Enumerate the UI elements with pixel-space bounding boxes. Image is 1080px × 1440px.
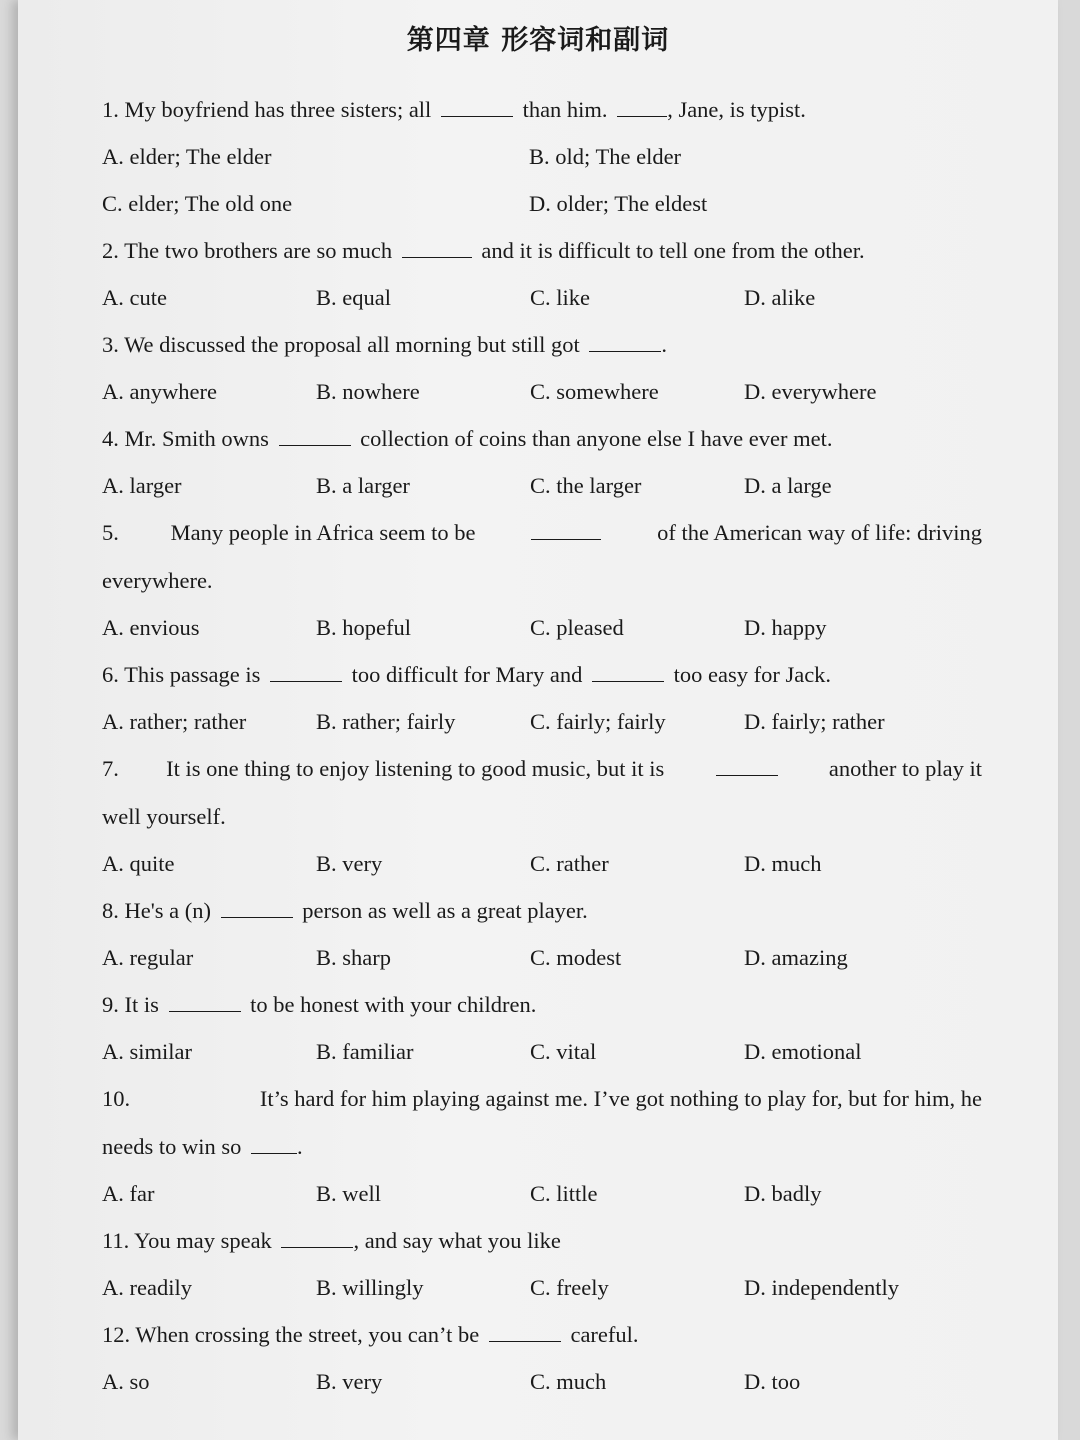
stem-text: It is	[124, 992, 159, 1017]
stem-text: another to play it	[828, 756, 982, 781]
question-11	[102, 1227, 982, 1302]
question-stem	[102, 237, 982, 265]
stem-text: careful.	[570, 1322, 639, 1347]
question-6	[102, 661, 982, 736]
stem-text: than him.	[522, 97, 608, 122]
stem-text: of the American way of life: driving	[657, 520, 982, 545]
question-stem	[102, 897, 982, 925]
option-c[interactable]: C. vital	[530, 1039, 597, 1064]
option-c[interactable]: C. the larger	[530, 473, 642, 498]
question-number: 4.	[102, 426, 119, 451]
option-a[interactable]: A. readily	[102, 1275, 192, 1300]
option-d[interactable]: D. independently	[744, 1275, 899, 1300]
option-c[interactable]: C. freely	[530, 1275, 609, 1300]
options	[102, 1368, 982, 1396]
stem-text: You may speak	[134, 1228, 272, 1253]
option-c[interactable]: C. modest	[530, 945, 622, 970]
question-3	[102, 331, 982, 406]
answer-blank	[441, 96, 513, 117]
question-number: 12.	[102, 1322, 131, 1347]
answer-blank	[270, 661, 342, 682]
stem-text: He's a (n)	[124, 898, 212, 923]
option-d[interactable]: D. badly	[744, 1181, 822, 1206]
question-number: 11.	[102, 1228, 130, 1253]
question-number: 2.	[102, 238, 119, 263]
stem-continuation	[102, 1133, 982, 1161]
question-number: 1.	[102, 97, 119, 122]
stem-text: We discussed the proposal all morning but still got	[124, 332, 580, 357]
options	[102, 708, 982, 736]
answer-blank	[279, 425, 351, 446]
stem-text: Many people in Africa seem to be	[170, 520, 476, 545]
answer-blank	[531, 519, 601, 540]
options	[102, 143, 982, 218]
option-d[interactable]: D. emotional	[744, 1039, 862, 1064]
question-7	[102, 755, 982, 878]
options	[102, 284, 982, 312]
options	[102, 378, 982, 406]
question-number: 5.	[102, 520, 119, 545]
answer-blank	[281, 1227, 353, 1248]
stem-continuation: well yourself.	[102, 804, 226, 829]
question-stem	[102, 425, 982, 453]
question-stem	[102, 331, 982, 359]
answer-blank	[221, 897, 293, 918]
option-b[interactable]: B. equal	[316, 285, 391, 310]
option-b[interactable]: B. well	[316, 1181, 381, 1206]
stem-text: .	[661, 332, 667, 357]
question-number: 8.	[102, 898, 119, 923]
option-d[interactable]: D. amazing	[744, 945, 848, 970]
chapter-title: 第四章 形容词和副词	[406, 25, 670, 56]
stem-text: .	[297, 1134, 303, 1159]
answer-blank	[716, 755, 778, 776]
stem-text: person as well as a great player.	[302, 898, 588, 923]
option-b[interactable]: B. nowhere	[316, 379, 420, 404]
option-c[interactable]: C. like	[530, 285, 590, 310]
question-list	[102, 96, 982, 1415]
option-c[interactable]: C. pleased	[530, 615, 624, 640]
option-b[interactable]: B. sharp	[316, 945, 391, 970]
stem-text: Mr. Smith owns	[124, 426, 269, 451]
question-number: 9.	[102, 992, 119, 1017]
options	[102, 944, 982, 972]
stem-continuation: everywhere.	[102, 568, 213, 593]
answer-blank	[251, 1133, 297, 1154]
option-a[interactable]: A. larger	[102, 473, 182, 498]
stem-text: It is one thing to enjoy listening to good music, but it is	[166, 756, 665, 781]
options	[102, 1038, 982, 1066]
option-c[interactable]: C. little	[530, 1181, 598, 1206]
option-b[interactable]: B. very	[316, 1369, 383, 1394]
question-stem	[102, 1321, 982, 1349]
option-d[interactable]: D. everywhere	[744, 379, 877, 404]
answer-blank	[169, 991, 241, 1012]
option-b[interactable]: B. rather; fairly	[316, 709, 456, 734]
option-a[interactable]: A. regular	[102, 945, 194, 970]
stem-text: and it is difficult to tell one from the other.	[481, 238, 865, 263]
question-stem	[102, 96, 982, 124]
question-10	[102, 1085, 982, 1208]
question-5	[102, 519, 982, 642]
options	[102, 1180, 982, 1208]
option-a[interactable]: A. rather; rather	[102, 709, 247, 734]
question-12	[102, 1321, 982, 1396]
answer-blank	[589, 331, 661, 352]
stem-text: needs to win so	[102, 1134, 242, 1159]
option-c[interactable]: C. much	[530, 1369, 607, 1394]
option-d[interactable]: D. fairly; rather	[744, 709, 885, 734]
option-b[interactable]: B. a larger	[316, 473, 410, 498]
option-a[interactable]: A. so	[102, 1369, 150, 1394]
stem-text: to be honest with your children.	[250, 992, 537, 1017]
option-a[interactable]: A. quite	[102, 851, 175, 876]
stem-text: too easy for Jack.	[673, 662, 832, 687]
question-9	[102, 991, 982, 1066]
option-c[interactable]: C. elder; The old one	[102, 191, 293, 216]
question-4	[102, 425, 982, 500]
option-d[interactable]: D. a large	[744, 473, 832, 498]
option-c[interactable]: C. fairly; fairly	[530, 709, 666, 734]
stem-text: This passage is	[124, 662, 261, 687]
option-a[interactable]: A. elder; The elder	[102, 144, 272, 169]
question-stem	[102, 661, 982, 689]
answer-blank	[592, 661, 664, 682]
question-stem	[102, 1085, 982, 1113]
stem-text: The two brothers are so much	[124, 238, 393, 263]
option-d[interactable]: D. happy	[744, 615, 827, 640]
stem-text: , and say what you like	[353, 1228, 561, 1253]
options	[102, 850, 982, 878]
question-number: 6.	[102, 662, 119, 687]
option-b[interactable]: B. hopeful	[316, 615, 411, 640]
question-number: 7.	[102, 756, 119, 781]
option-d[interactable]: D. older; The eldest	[529, 191, 708, 216]
option-d[interactable]: D. much	[744, 851, 822, 876]
question-stem	[102, 755, 982, 783]
option-b[interactable]: B. willingly	[316, 1275, 424, 1300]
option-b[interactable]: B. familiar	[316, 1039, 414, 1064]
option-a[interactable]: A. anywhere	[102, 379, 217, 404]
option-c[interactable]: C. rather	[530, 851, 609, 876]
question-number: 10.	[102, 1086, 131, 1111]
question-stem	[102, 991, 982, 1019]
question-number: 3.	[102, 332, 119, 357]
option-d[interactable]: D. alike	[744, 285, 816, 310]
question-stem	[102, 519, 982, 547]
stem-text: , Jane, is typist.	[667, 97, 806, 122]
answer-blank	[402, 237, 472, 258]
question-2	[102, 237, 982, 312]
stem-text: When crossing the street, you can’t be	[135, 1322, 480, 1347]
options	[102, 1274, 982, 1302]
option-a[interactable]: A. far	[102, 1181, 155, 1206]
option-a[interactable]: A. similar	[102, 1039, 192, 1064]
option-d[interactable]: D. too	[744, 1369, 801, 1394]
question-stem	[102, 1227, 982, 1255]
option-b[interactable]: B. very	[316, 851, 383, 876]
stem-text: too difficult for Mary and	[351, 662, 583, 687]
answer-blank	[617, 96, 667, 117]
answer-blank	[489, 1321, 561, 1342]
stem-text: collection of coins than anyone else I have ever met.	[360, 426, 833, 451]
option-b[interactable]: B. old; The elder	[529, 144, 682, 169]
question-8	[102, 897, 982, 972]
options	[102, 472, 982, 500]
option-a[interactable]: A. envious	[102, 615, 200, 640]
stem-text: My boyfriend has three sisters; all	[124, 97, 432, 122]
stem-text: It’s hard for him playing against me. I’ve got nothing to play for, but for him, he	[259, 1086, 982, 1111]
option-a[interactable]: A. cute	[102, 285, 167, 310]
worksheet-page	[18, 0, 1058, 1440]
question-1	[102, 96, 982, 218]
options	[102, 614, 982, 642]
option-c[interactable]: C. somewhere	[530, 379, 659, 404]
